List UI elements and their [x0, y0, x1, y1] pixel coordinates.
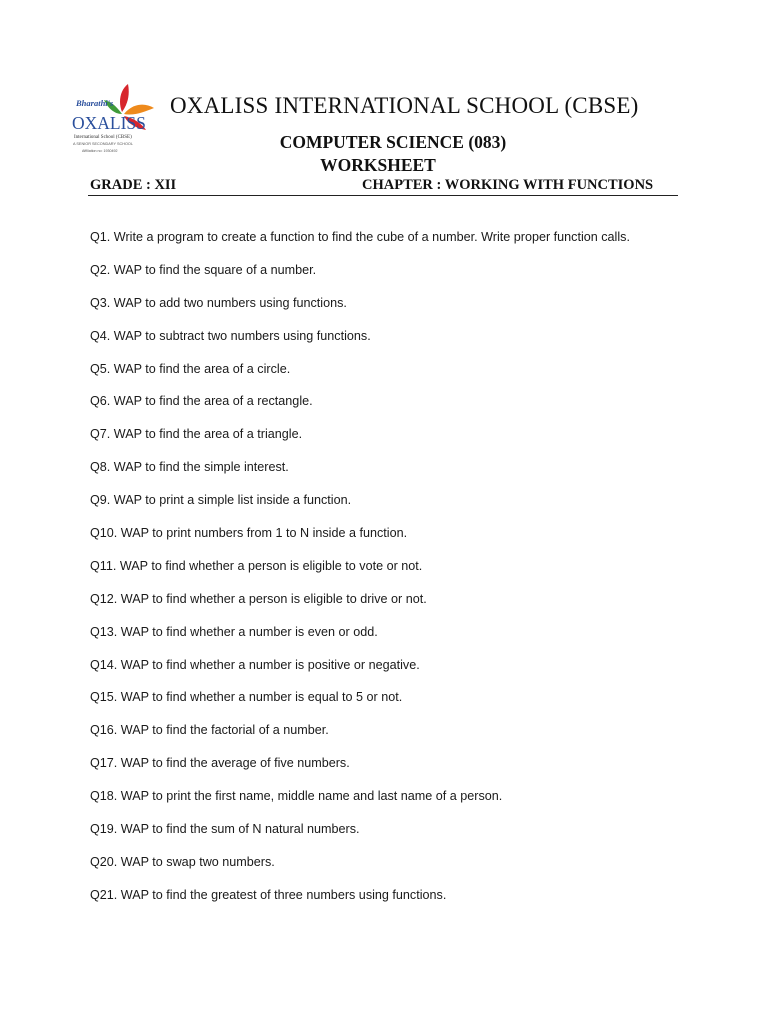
worksheet-title: WORKSHEET — [320, 155, 436, 175]
subject-title: COMPUTER SCIENCE (083) — [279, 132, 507, 152]
question-item: Q18. WAP to print the first name, middle name and last name of a person. — [90, 789, 503, 804]
logo-tagline: A SENIOR SECONDARY SCHOOL — [73, 142, 133, 146]
question-item: Q13. WAP to find whether a number is even or odd. — [90, 624, 378, 639]
question-item: Q12. WAP to find whether a person is eligible to drive or not. — [90, 591, 427, 606]
question-item: Q10. WAP to print numbers from 1 to N inside a function. — [90, 526, 408, 541]
logo-affiliation: Affiliation no: 1930492 — [82, 149, 118, 153]
question-item: Q9. WAP to print a simple list inside a function. — [90, 493, 352, 508]
question-item: Q1. Write a program to create a function to find the cube of a number. Write proper function calls. — [90, 230, 630, 244]
chapter-label: CHAPTER : WORKING WITH FUNCTIONS — [362, 177, 654, 193]
logo-brand-line: Bharathi's — [76, 98, 114, 108]
question-item: Q3. WAP to add two numbers using functions. — [90, 295, 347, 310]
question-item: Q6. WAP to find the area of a rectangle. — [90, 394, 313, 409]
question-item: Q4. WAP to subtract two numbers using functions. — [90, 328, 371, 343]
grade-label: GRADE : XII — [90, 177, 177, 193]
question-item: Q7. WAP to find the area of a triangle. — [90, 427, 303, 442]
question-item: Q16. WAP to find the factorial of a number. — [90, 723, 329, 738]
header-divider — [88, 195, 678, 196]
school-name: OXALISS INTERNATIONAL SCHOOL (CBSE) — [170, 93, 639, 118]
question-item: Q5. WAP to find the area of a circle. — [90, 361, 291, 376]
question-item: Q8. WAP to find the simple interest. — [90, 460, 289, 475]
question-item: Q17. WAP to find the average of five numbers. — [90, 756, 350, 771]
question-list — [90, 229, 630, 920]
question-item: Q21. WAP to find the greatest of three numbers using functions. — [90, 887, 447, 902]
question-item: Q20. WAP to swap two numbers. — [90, 854, 275, 869]
question-item: Q14. WAP to find whether a number is positive or negative. — [90, 657, 420, 672]
question-item: Q19. WAP to find the sum of N natural numbers. — [90, 822, 360, 837]
question-item: Q2. WAP to find the square of a number. — [90, 262, 317, 277]
question-item: Q15. WAP to find whether a number is equal to 5 or not. — [90, 690, 403, 705]
logo-name: OXALISS — [72, 113, 146, 133]
logo-subline: International School (CBSE) — [74, 135, 132, 140]
question-item: Q11. WAP to find whether a person is eligible to vote or not. — [90, 558, 423, 573]
